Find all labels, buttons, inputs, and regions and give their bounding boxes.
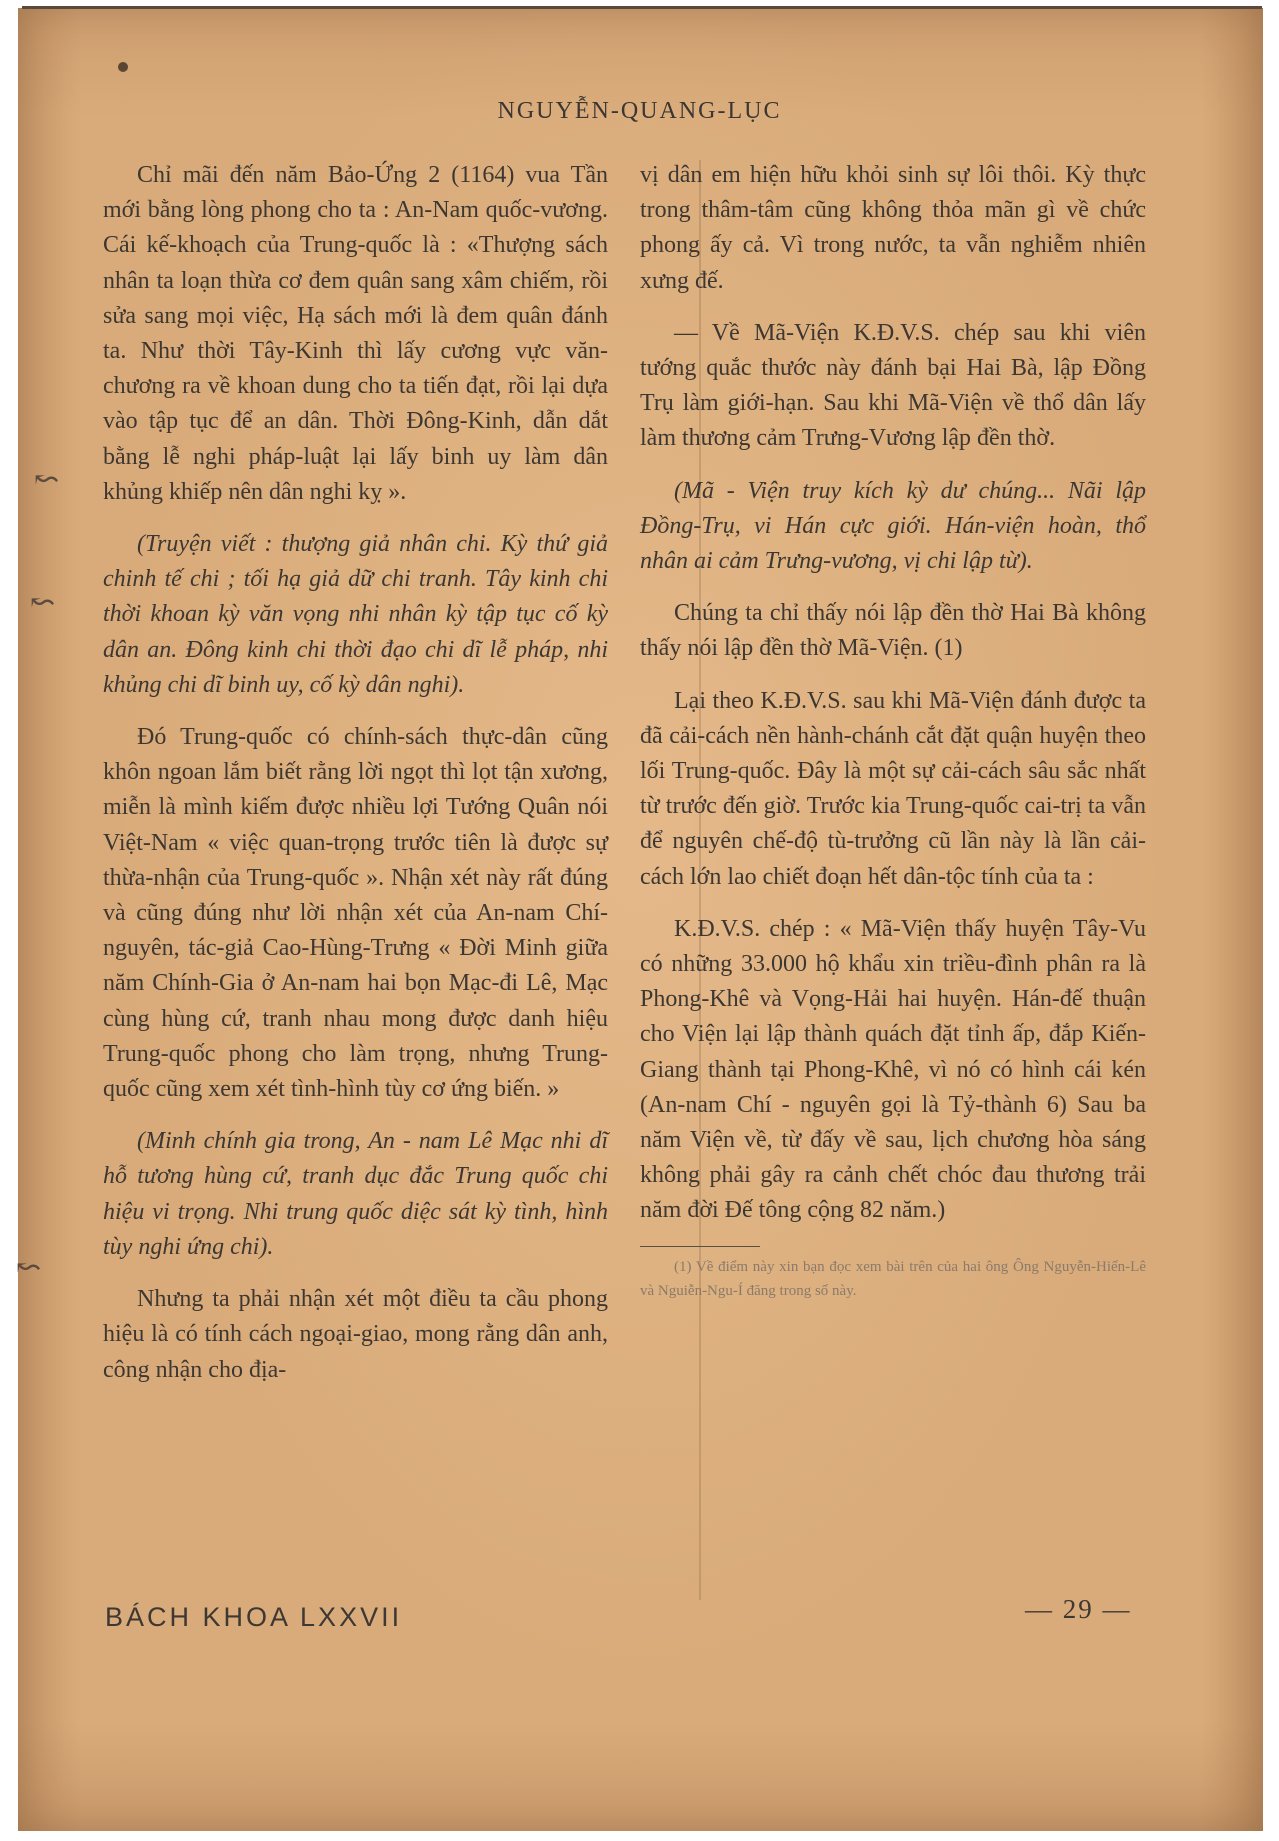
magazine-name: BÁCH KHOA LXXVII [105, 1602, 403, 1632]
footnote-rule [640, 1246, 760, 1247]
footnote: (1) Về điểm này xin bạn đọc xem bài trên của hai ông Ông Nguyễn-Hiến-Lê và Nguiễn-Ngu-Í đăng trong số này. [640, 1258, 1146, 1299]
running-title: NGUYỄN-QUANG-LỤC [497, 98, 782, 124]
paragraph: Đó Trung-quốc có chính-sách thực-dân cũng khôn ngoan lắm biết rằng lời ngọt thì lọt tận xương, miễn là mình kiếm được nhiều lợi Tướng Quân nói Việt-Nam « việc quan-trọng trước tiên là được sự thừa-nhận của Trung-quốc ». Nhận xét này rất đúng và cũng đúng như lời nhận xét của An-nam Chí-nguyên, tác-giả Cao-Hùng-Trưng « Đời Minh giữa năm Chính-Gia ở An-nam hai bọn Mạc-đi Lê, Mạc cùng hùng cứ, tranh nhau mong được danh hiệu Trung-quốc phong cho làm trọng, nhưng Trung-quốc cũng xem xét tình-hình tùy cơ ứng biến. » [103, 724, 608, 1103]
margin-mark: ↜ [30, 586, 56, 619]
paragraph: Nhưng ta phải nhận xét một điều ta cầu phong hiệu là có tính cách ngoại-giao, mong rằng dân anh, công nhận cho địa- [103, 1286, 608, 1383]
paragraph: — Về Mã-Viện K.Đ.V.S. chép sau khi viên tướng quắc thước này đánh bại Hai Bà, lập Đồng Trụ làm giới-hạn. Sau khi Mã-Viện về thổ dân lấy làm thương cảm Trưng-Vương lập đền thờ. [640, 319, 1146, 452]
left-column [103, 158, 608, 1405]
page-number: — 29 — [1025, 1594, 1132, 1624]
paragraph: K.Đ.V.S. chép : « Mã-Viện thấy huyện Tây-Vu có những 33.000 hộ khẩu xin triều-đình phân ra là Phong-Khê và Vọng-Hải hai huyện. Hán-đế thuận cho Viện lại lập thành quách đặt tỉnh ấp, đắp Kiến-Giang thành tại Phong-Khê, vì nó có hình cái kén (An-nam Chí - nguyên gọi là Tỷ-thành 6) Sau ba năm Viện về, từ đấy về sau, lịch chương hòa sáng không phải gây ra cảnh chết chóc đau thương trải năm đời Đế tông cộng 82 năm.) [640, 915, 1146, 1224]
paragraph: Lại theo K.Đ.V.S. sau khi Mã-Viện đánh được ta đã cải-cách nền hành-chánh cắt đặt quận huyện theo lối Trung-quốc. Đây là một sự cải-cách sâu sắc nhất từ trước đến giờ. Trước kia Trung-quốc cai-trị ta vẫn để nguyên chế-độ tù-trưởng cũ lần này là lần cải-cách lớn lao chiết đoạn hết dân-tộc tính của ta : [640, 687, 1146, 890]
margin-mark: ↜ [34, 463, 60, 496]
paragraph: Chúng ta chỉ thấy nói lập đền thờ Hai Bà không thấy nói lập đền thờ Mã-Viện. (1) [640, 600, 1146, 662]
paragraph: Chỉ mãi đến năm Bảo-Ứng 2 (1164) vua Tần mới bằng lòng phong cho ta : An-Nam quốc-vương. Cái kế-khoạch của Trung-quốc là : «Thượng sách nhân ta loạn thừa cơ đem quân sang xâm chiếm, rồi sửa sang mọi việc, Hạ sách mới là đem quân đánh ta. Như thời Tây-Kinh thì lấy cương vực văn-chương ra về khoan dung cho ta tiến đạt, rồi lại dựa vào tập tục để an dân. Thời Đông-Kinh, dẫn dắt bằng lễ nghi pháp-luật lại lấy binh uy làm dân khủng khiếp nên dân nghi kỵ ». [103, 162, 608, 505]
paragraph: vị dân em hiện hữu khỏi sinh sự lôi thôi. Kỳ thực trong thâm-tâm cũng không thỏa mãn gì về chức phong ấy cả. Vì trong nước, ta vẫn nghiễm nhiên xưng đế. [640, 162, 1146, 294]
margin-mark: ↜ [16, 1251, 42, 1284]
quotation-paragraph: (Minh chính gia trong, An - nam Lê Mạc nhi dĩ hỗ tương hùng cứ, tranh dục đắc Trung quốc chi hiệu vi trọng. Nhi trung quốc diệc sát kỳ tình, hình tùy nghi ứng chi). [103, 1128, 608, 1260]
quotation-paragraph: (Truyện viết : thượng giả nhân chi. Kỳ thứ giả chinh tế chi ; tối hạ giả dữ chi tranh. Tây kinh chi thời khoan kỳ văn vọng nhi nhân kỳ tập tục cố kỳ dân an. Đông kinh chi thời đạo chi dĩ lễ pháp, nhi khủng chi dĩ binh uy, cố kỳ dân nghi). [103, 531, 608, 698]
right-column [640, 158, 1146, 1320]
page-top-edge [22, 6, 1262, 9]
quotation-paragraph: (Mã - Viện truy kích kỳ dư chúng... Nãi lập Đồng-Trụ, vi Hán cực giới. Hán-viện hoàn, thổ nhân ai cảm Trưng-vương, vị chi lập từ). [640, 477, 1146, 575]
ink-spot [118, 62, 128, 72]
